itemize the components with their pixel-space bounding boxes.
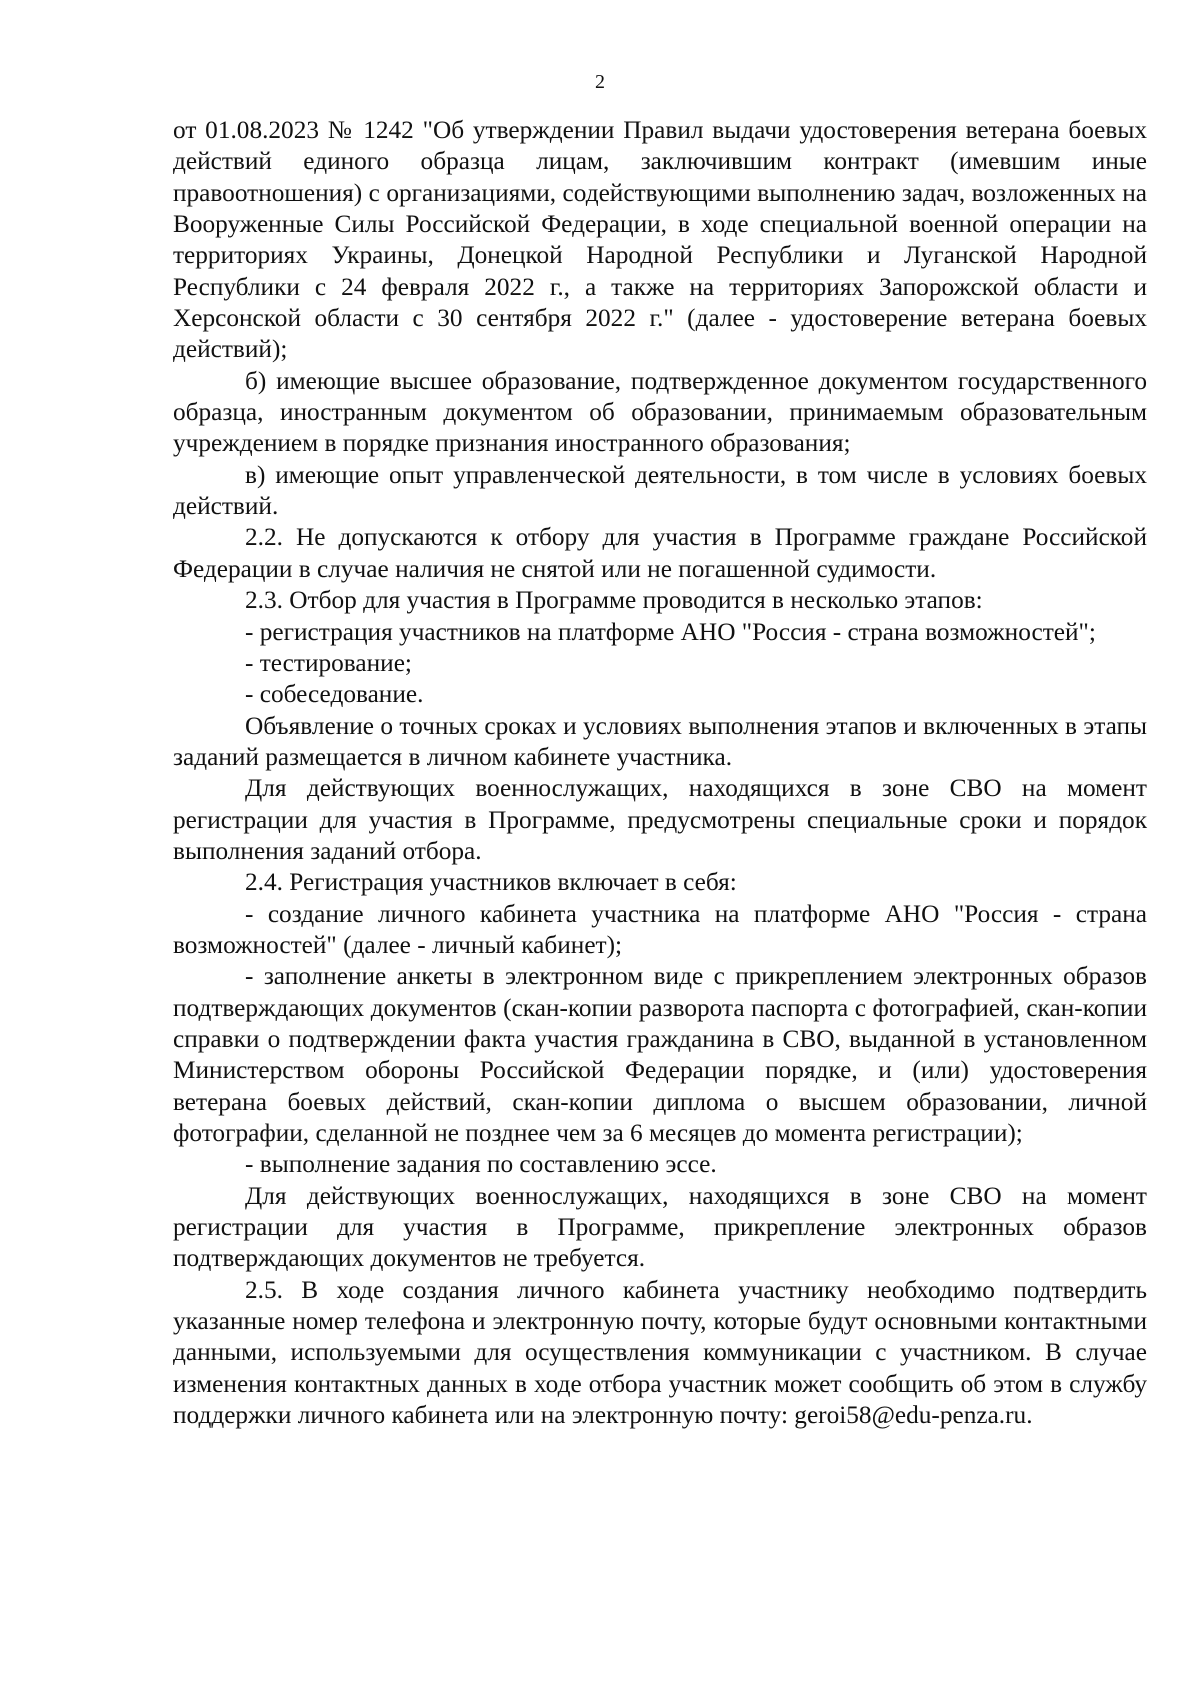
paragraph-2-5	[173, 1275, 1147, 1432]
support-email-address: geroi58@edu-penza.ru	[794, 1401, 1027, 1430]
paragraph-military-deadlines: Для действующих военнослужащих, находящихся в зоне СВО на момент регистрации для участия в Программе, предусмотрены специальные сроки и порядок выполнения заданий отбора.	[173, 774, 1147, 865]
list-item-questionnaire: - заполнение анкеты в электронном виде с прикреплением электронных образов подтверждающих документов (скан-копии разворота паспорта с фотографией, скан-копии справки о подтверждении факта участия гражданина в СВО, выданной в установленном Министерством обороны Российской Федерации порядке, и (или) удостоверения ветерана боевых действий, скан-копии диплома о высшем образовании, личной фотографии, сделанной не позднее чем за 6 месяцев до момента регистрации);	[173, 962, 1147, 1147]
support-email-period: .	[1026, 1401, 1033, 1430]
paragraph-2-3: 2.3. Отбор для участия в Программе проводится в несколько этапов:	[245, 586, 983, 615]
list-item-account-creation: - создание личного кабинета участника на платформе АНО "Россия - страна возможностей" (далее - личный кабинет);	[173, 899, 1147, 959]
list-item-interview: - собеседование.	[245, 680, 424, 709]
paragraph-military-documents: Для действующих военнослужащих, находящихся в зоне СВО на момент регистрации для участия в Программе, прикрепление электронных образов подтверждающих документов не требуется.	[173, 1181, 1147, 1273]
paragraph-decree-reference: от 01.08.2023 № 1242 "Об утверждении Правил выдачи удостоверения ветерана боевых действий единого образца лицам, заключившим контракт (имевшим иные правоотношения) с организациями, содействующими выполнению задач, возложенных на Вооруженные Силы Российской Федерации, в ходе специальной военной операции на территориях Украины, Донецкой Народной Республики и Луганской Народной Республики с 24 февраля 2022 г., а также на территориях Запорожской области и Херсонской области с 30 сентября 2022 г." (далее - удостоверение ветерана боевых действий);	[173, 116, 1147, 364]
paragraph-criterion-b: б) имеющие высшее образование, подтвержденное документом государственного образца, иностранным документом об образовании, принимаемым образовательным учреждением в порядке признания иностранного образования;	[173, 366, 1147, 458]
page-number: 2	[595, 71, 605, 93]
paragraph-2-2: 2.2. Не допускаются к отбору для участия в Программе граждане Российской Федерации в случае наличия не снятой или не погашенной судимости.	[173, 523, 1147, 583]
list-item-testing: - тестирование;	[245, 648, 412, 677]
support-email	[794, 1401, 1032, 1429]
document-body	[173, 115, 1147, 1431]
list-item-essay: - выполнение задания по составлению эссе.	[245, 1150, 717, 1179]
list-item-registration: - регистрация участников на платформе АНО "Россия - страна возможностей";	[245, 617, 1096, 646]
paragraph-2-4: 2.4. Регистрация участников включает в себя:	[245, 868, 737, 897]
paragraph-2-5-text: 2.5. В ходе создания личного кабинета участнику необходимо подтвердить указанные номер телефона и электронную почту, которые будут основными контактными данными, используемыми для осуществления коммуникации с участником. В случае изменения контактных данных в ходе отбора участник может сообщить об этом в службу поддержки личного кабинета или на электронную почту:	[173, 1275, 1147, 1430]
paragraph-announcement: Объявление о точных сроках и условиях выполнения этапов и включенных в этапы заданий размещается в личном кабинете участника.	[173, 711, 1147, 771]
paragraph-criterion-v: в) имеющие опыт управленческой деятельности, в том числе в условиях боевых действий.	[173, 460, 1147, 521]
